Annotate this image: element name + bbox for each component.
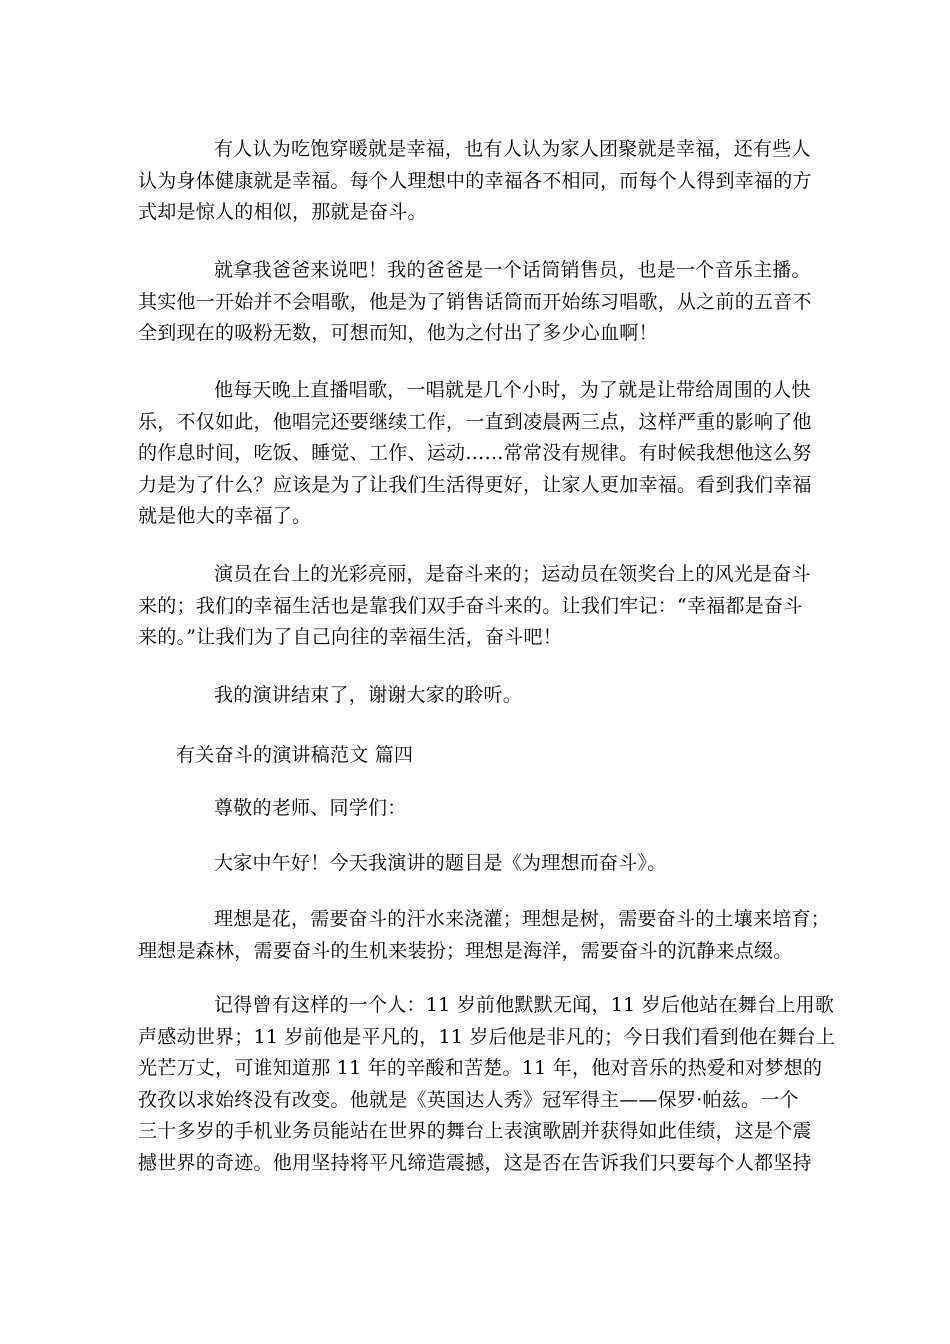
paragraph-line: 三十多岁的手机业务员能站在世界的舞台上表演歌剧并获得如此佳绩，这是个震 xyxy=(138,1120,812,1142)
paragraph-7 xyxy=(138,990,836,1179)
paragraph-line: 撼世界的奇迹。他用坚持将平凡缔造震撼，这是否在告诉我们只要每个人都坚持 xyxy=(138,1151,812,1174)
paragraph-line: 来的；我们的幸福生活也是靠我们双手奋斗来的。让我们牢记：“幸福都是奋斗 xyxy=(138,594,803,617)
greeting: 大家中午好！今天我演讲的题目是《为理想而奋斗》。 xyxy=(214,852,667,874)
paragraph-line: 就拿我爸爸来说吧！我的爸爸是一个话筒销售员，也是一个音乐主播。 xyxy=(214,259,811,281)
paragraph-line: 的作息时间，吃饭、睡觉、工作、运动……常常没有规律。有时候我想他这么努 xyxy=(138,442,812,464)
paragraph-3 xyxy=(138,375,814,533)
paragraph-2 xyxy=(138,255,814,350)
paragraph-1 xyxy=(138,134,814,229)
paragraph-line: 记得曾有这样的一个人：11 岁前他默默无闻，11 岁后他站在舞台上用歌 xyxy=(214,994,835,1016)
paragraph-line: 来的。”让我们为了自己向往的幸福生活，奋斗吧！ xyxy=(138,626,562,648)
paragraph-line: 就是他大的幸福了。 xyxy=(138,505,312,527)
section-heading: 有关奋斗的演讲稿范文 篇四 xyxy=(176,744,414,766)
paragraph-line: 他每天晚上直播唱歌，一唱就是几个小时，为了就是让带给周围的人快 xyxy=(214,379,811,401)
paragraph-line: 孜孜以求始终没有改变。他就是《英国达人秀》冠军得主——保罗·帕兹。一个 xyxy=(138,1088,799,1111)
paragraph-line: 理想是森林，需要奋斗的生机来装扮；理想是海洋，需要奋斗的沉静来点缀。 xyxy=(138,939,793,962)
paragraph-line: 认为身体健康就是幸福。每个人理想中的幸福各不相同，而每个人得到幸福的方 xyxy=(138,169,812,192)
paragraph-line: 有人认为吃饱穿暖就是幸福，也有人认为家人团聚就是幸福，还有些人 xyxy=(214,138,811,160)
paragraph-line: 乐，不仅如此，他唱完还要继续工作，一直到凌晨两三点，这样严重的影响了他 xyxy=(138,410,812,433)
paragraph-4 xyxy=(138,559,814,654)
paragraph-line: 式却是惊人的相似，那就是奋斗。 xyxy=(138,201,427,223)
paragraph-line: 其实他一开始并不会唱歌，他是为了销售话筒而开始练习唱歌，从之前的五音不 xyxy=(138,290,812,313)
paragraph-line: 力是为了什么？应该是为了让我们生活得更好，让家人更加幸福。看到我们幸福 xyxy=(138,473,812,496)
paragraph-line: 全到现在的吸粉无数，可想而知，他为之付出了多少心血啊！ xyxy=(138,322,658,344)
paragraph-line: 演员在台上的光彩亮丽，是奋斗来的；运动员在领奖台上的风光是奋斗 xyxy=(214,563,811,585)
paragraph-6 xyxy=(138,904,831,967)
paragraph-line: 理想是花，需要奋斗的汗水来浇灌；理想是树，需要奋斗的土壤来培育； xyxy=(214,908,831,930)
closing-line: 我的演讲结束了，谢谢大家的聆听。 xyxy=(214,684,523,706)
paragraph-line: 声感动世界；11 岁前他是平凡的，11 岁后他是非凡的；今日我们看到他在舞台上 xyxy=(138,1025,836,1048)
salutation: 尊敬的老师、同学们： xyxy=(214,797,407,819)
paragraph-line: 光芒万丈，可谁知道那 11 年的辛酸和苦楚。11 年，他对音乐的热爱和对梦想的 xyxy=(138,1057,823,1079)
